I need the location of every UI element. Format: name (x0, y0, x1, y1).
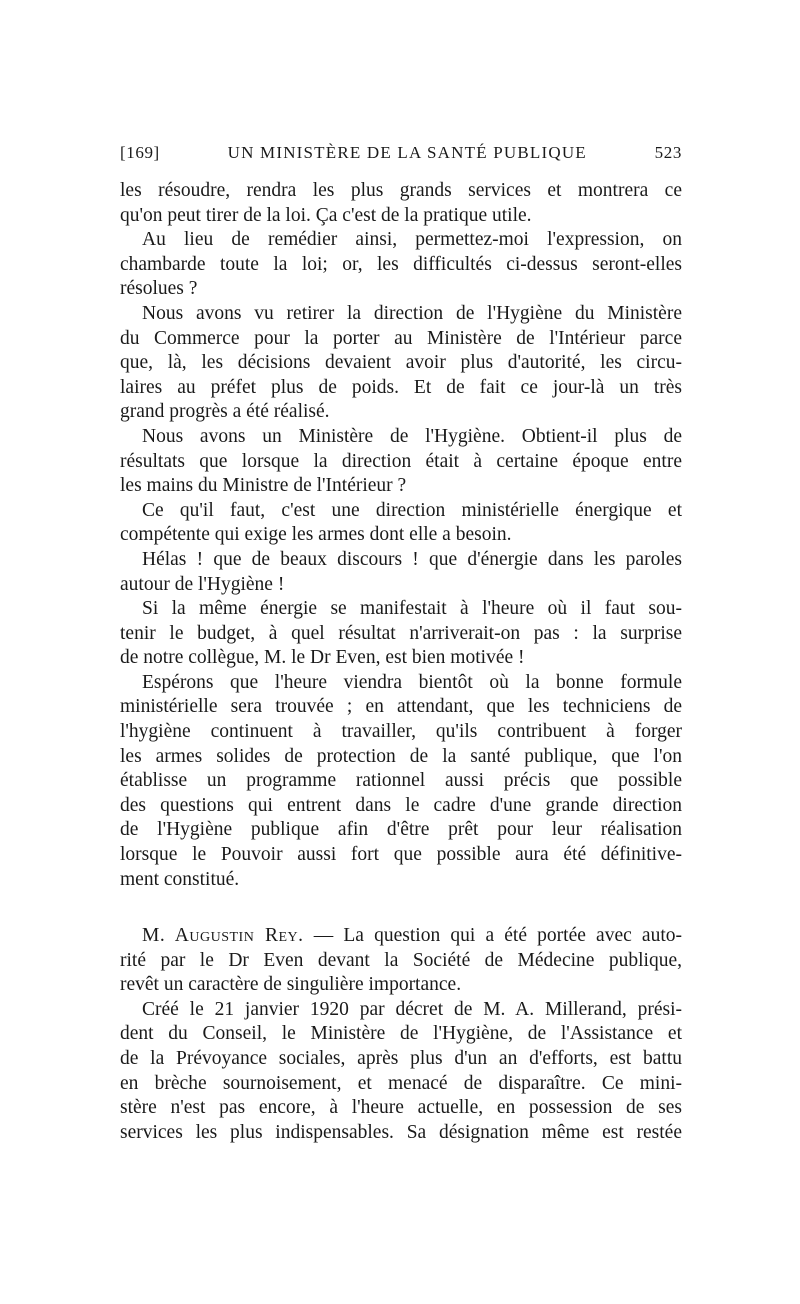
text-line: Espérons que l'heure viendra bientôt où la bonne formule (142, 671, 682, 693)
text-line: grand progrès a été réalisé. (120, 401, 330, 423)
text-line: stère n'est pas encore, à l'heure actuelle, en possession de ses (120, 1097, 682, 1119)
text-line: de l'Hygiène publique afin d'être prêt pour leur réalisation (120, 819, 682, 841)
speaker-name: M. Augustin Rey. (142, 925, 304, 946)
text-line: en brèche sournoisement, et menacé de disparaître. Ce mini- (120, 1072, 682, 1094)
folio-number: [169] (120, 143, 160, 162)
speaker-line-text: — La question qui a été portée avec auto- (303, 925, 682, 946)
text-line: revêt un caractère de singulière importance. (120, 974, 462, 996)
text-line: Hélas ! que de beaux discours ! que d'énergie dans les paroles (142, 548, 682, 570)
text-line: rité par le Dr Even devant la Société de Médecine publique, (120, 949, 682, 971)
text-line: services les plus indispensables. Sa désignation même est restée (120, 1121, 682, 1143)
text-line: Ce qu'il faut, c'est une direction ministérielle énergique et (142, 499, 682, 521)
text-line: que, là, les décisions devaient avoir plus d'autorité, les circu- (120, 352, 682, 374)
page-number: 523 (654, 143, 682, 162)
text-line: Si la même énergie se manifestait à l'heure où il faut sou- (142, 598, 682, 620)
text-line: tenir le budget, à quel résultat n'arriverait-on pas : la surprise (120, 622, 682, 644)
text-line: établisse un programme rationnel aussi précis que possible (120, 770, 682, 792)
text-line: résolues ? (120, 278, 198, 300)
text-line: de la Prévoyance sociales, après plus d'un an d'efforts, est battu (120, 1047, 682, 1069)
text-line: les armes solides de protection de la santé publique, que l'on (120, 745, 682, 767)
text-line: résultats que lorsque la direction était à certaine époque entre (120, 450, 682, 472)
running-header (120, 143, 682, 163)
text-line: ment constitué. (120, 868, 240, 890)
text-line: Nous avons vu retirer la direction de l'Hygiène du Ministère (142, 302, 682, 324)
text-line: Nous avons un Ministère de l'Hygiène. Obtient-il plus de (142, 425, 682, 447)
text-line: Créé le 21 janvier 1920 par décret de M. A. Millerand, prési- (142, 998, 682, 1020)
text-line: les mains du Ministre de l'Intérieur ? (120, 475, 407, 497)
text-line: dent du Conseil, le Ministère de l'Hygiène, de l'Assistance et (120, 1023, 682, 1045)
text-line: autour de l'Hygiène ! (120, 573, 285, 595)
text-line: compétente qui exige les armes dont elle a besoin. (120, 524, 512, 546)
text-line: Au lieu de remédier ainsi, permettez-moi l'expression, on (142, 229, 682, 251)
text-line: les résoudre, rendra les plus grands services et montrera ce (120, 180, 682, 201)
running-title: UN MINISTÈRE DE LA SANTÉ PUBLIQUE (227, 143, 587, 162)
text-line: l'hygiène continuent à travailler, qu'ils contribuent à forger (120, 721, 682, 743)
text-line: du Commerce pour la porter au Ministère de l'Intérieur parce (120, 327, 682, 349)
text-line: de notre collègue, M. le Dr Even, est bien motivée ! (120, 647, 525, 669)
body-text-section-2 (120, 924, 682, 1145)
text-line: chambarde toute la loi; or, les difficultés ci-dessus seront-elles (120, 253, 682, 275)
text-line: lorsque le Pouvoir aussi fort que possible aura été définitive- (120, 844, 682, 866)
speaker-line (120, 924, 682, 949)
text-line: laires au préfet plus de poids. Et de fait ce jour-là un très (120, 376, 682, 398)
body-text-section-1 (120, 179, 682, 892)
text-line: ministérielle sera trouvée ; en attendant, que les techniciens de (120, 696, 682, 718)
text-line: qu'on peut tirer de la loi. Ça c'est de la pratique utile. (120, 204, 532, 226)
text-line: des questions qui entrent dans le cadre d'une grande direction (120, 794, 682, 816)
